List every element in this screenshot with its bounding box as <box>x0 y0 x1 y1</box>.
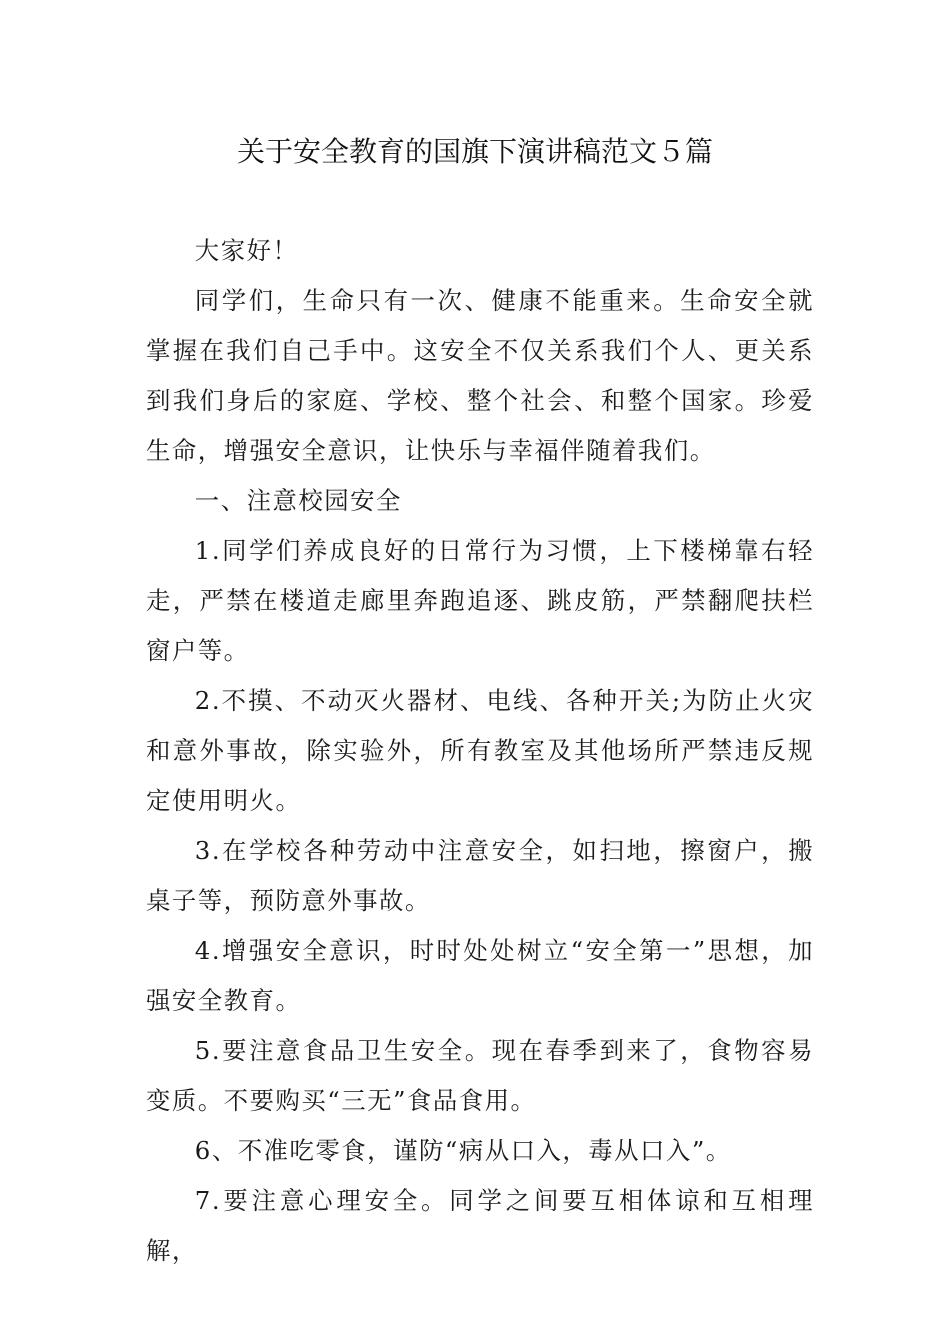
greeting-paragraph: 大家好！ <box>194 236 299 265</box>
document-title: 关于安全教育的国旗下演讲稿范文５篇 <box>236 135 713 168</box>
list-item-7: 7.要注意心理安全。同学之间要互相体谅和互相理解， <box>146 1186 814 1265</box>
list-item-3: 3.在学校各种劳动中注意安全，如扫地，擦窗户，搬桌子等，预防意外事故。 <box>146 836 814 915</box>
intro-paragraph: 同学们，生命只有一次、健康不能重来。生命安全就掌握在我们自己手中。这安全不仅关系我们个人、更关系到我们身后的家庭、学校、整个社会、和整个国家。珍爱生命，增强安全意识，让快乐与幸福伴随着我们。 <box>146 286 814 465</box>
list-item-5: 5.要注意食品卫生安全。现在春季到来了，食物容易变质。不要购买“三无”食品食用。 <box>146 1036 814 1115</box>
document-body <box>146 226 814 1276</box>
list-item-2: 2.不摸、不动灭火器材、电线、各种开关;为防止火灾和意外事故，除实验外，所有教室及其他场所严禁违反规定使用明火。 <box>146 686 814 815</box>
list-item-6: 6、不准吃零食，谨防“病从口入，毒从口入”。 <box>194 1136 732 1165</box>
list-item-1: 1.同学们养成良好的日常行为习惯，上下楼梯靠右轻走，严禁在楼道走廊里奔跑追逐、跳皮筋，严禁翻爬扶栏窗户等。 <box>146 536 814 665</box>
section-heading: 一、注意校园安全 <box>194 486 402 515</box>
list-item-4: 4.增强安全意识，时时处处树立“安全第一”思想，加强安全教育。 <box>146 936 814 1015</box>
